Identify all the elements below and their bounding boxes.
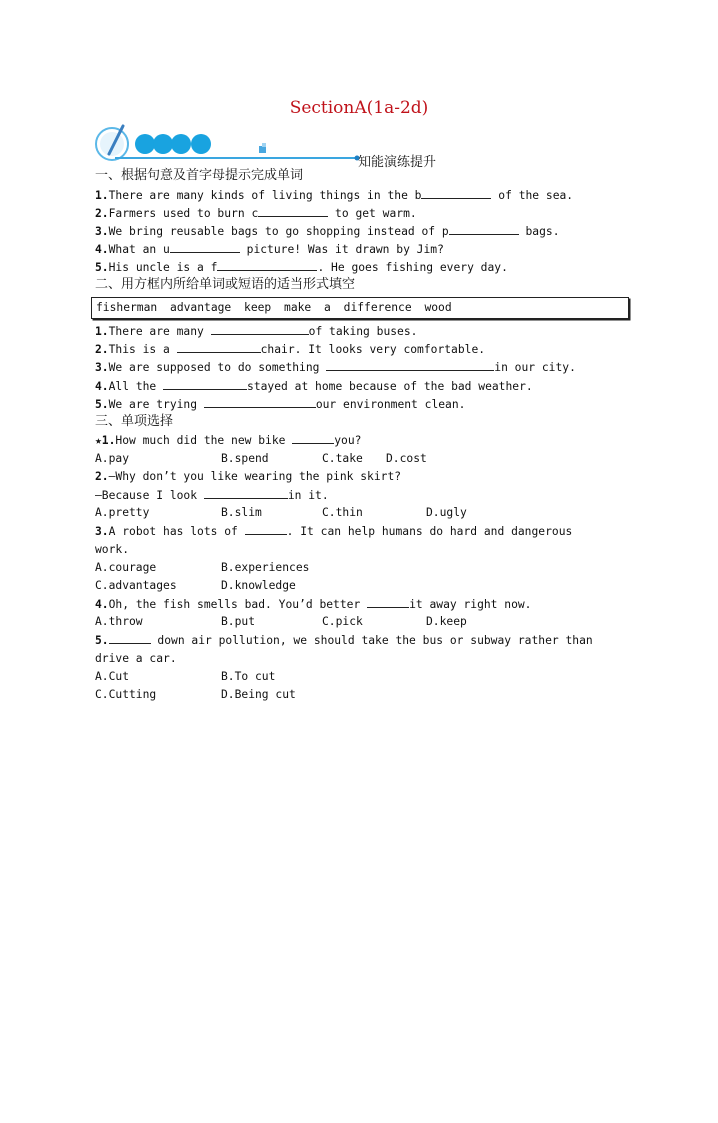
- item-number: 4.: [95, 379, 109, 393]
- item-number: 3.: [95, 525, 109, 539]
- q3-stem: 3.A robot has lots of . It can help humans do hard and dangerous: [95, 522, 625, 540]
- answer-blank[interactable]: [109, 631, 151, 644]
- section2-heading: 二、用方框内所给单词或短语的适当形式填空: [95, 277, 356, 293]
- worksheet-content: [95, 167, 625, 704]
- section1-heading: 一、根据句意及首字母提示完成单词: [95, 168, 304, 183]
- item-number: 1.: [95, 324, 109, 338]
- page-title: SectionA(1a-2d): [289, 98, 429, 118]
- option-c[interactable]: C.take: [322, 451, 363, 465]
- item-number: 5.: [95, 634, 109, 648]
- s2-item-4: 4.All the stayed at home because of the bad weather.: [95, 377, 625, 395]
- answer-blank[interactable]: [163, 377, 247, 390]
- answer-blank[interactable]: [421, 186, 491, 199]
- option-d[interactable]: D.keep: [426, 615, 467, 629]
- item-number: 2.: [95, 206, 109, 220]
- q4-stem: 4.Oh, the fish smells bad. You’d better it away right now.: [95, 595, 625, 613]
- q3-stem-line2: work.: [95, 542, 130, 556]
- s1-item-4: 4.What an u picture! Was it drawn by Jim?: [95, 240, 625, 258]
- option-a[interactable]: A.Cut: [95, 669, 130, 683]
- answer-blank[interactable]: [211, 322, 309, 335]
- s2-item-1: 1.There are many of taking buses.: [95, 322, 625, 340]
- option-b[interactable]: B.experiences: [221, 560, 310, 574]
- item-number: 4.: [95, 243, 109, 257]
- option-c[interactable]: C.pick: [322, 615, 363, 629]
- item-number: ★1.: [95, 434, 116, 448]
- option-b[interactable]: B.spend: [221, 451, 269, 465]
- answer-blank[interactable]: [258, 204, 328, 217]
- q3-options-row2: [95, 577, 625, 595]
- section3-heading: 三、单项选择: [95, 413, 174, 429]
- item-number: 5.: [95, 261, 109, 275]
- option-a[interactable]: A.throw: [95, 615, 143, 629]
- option-c[interactable]: C.advantages: [95, 578, 177, 592]
- q3-options-row1: [95, 559, 625, 577]
- q5-options-row2: [95, 686, 625, 704]
- q5-options-row1: [95, 668, 625, 686]
- q4-options: [95, 613, 625, 631]
- s1-item-2: 2.Farmers used to burn c to get warm.: [95, 204, 625, 222]
- s1-item-1: 1.There are many kinds of living things in the b of the sea.: [95, 186, 625, 204]
- option-c[interactable]: C.thin: [322, 506, 363, 520]
- option-b[interactable]: B.put: [221, 615, 256, 629]
- answer-blank[interactable]: [367, 595, 409, 608]
- answer-blank[interactable]: [292, 431, 334, 444]
- s2-item-3: 3.We are supposed to do something in our city.: [95, 358, 625, 376]
- option-d[interactable]: D.Being cut: [221, 688, 296, 701]
- option-b[interactable]: B.To cut: [221, 669, 276, 683]
- s1-item-3: 3.We bring reusable bags to go shopping instead of p bags.: [95, 222, 625, 240]
- option-d[interactable]: D.knowledge: [221, 578, 296, 592]
- s2-item-2: 2.This is a chair. It looks very comfortable.: [95, 340, 625, 358]
- answer-blank[interactable]: [204, 486, 288, 499]
- answer-blank[interactable]: [170, 240, 240, 253]
- option-a[interactable]: A.pay: [95, 451, 130, 465]
- item-number: 2.: [95, 469, 109, 483]
- option-a[interactable]: A.courage: [95, 560, 157, 574]
- q1-stem: ★1.How much did the new bike you?: [95, 431, 625, 449]
- option-b[interactable]: B.slim: [221, 506, 262, 520]
- q2-options: [95, 504, 625, 522]
- answer-blank[interactable]: [217, 258, 317, 271]
- q5-stem-line2: drive a car.: [95, 651, 177, 665]
- item-number: 5.: [95, 397, 109, 411]
- option-d[interactable]: D.ugly: [426, 506, 467, 520]
- item-number: 2.: [95, 343, 109, 357]
- option-d[interactable]: D.cost: [386, 451, 427, 465]
- answer-blank[interactable]: [204, 395, 316, 408]
- item-number: 4.: [95, 598, 109, 612]
- answer-blank[interactable]: [326, 358, 494, 371]
- word-box: fisherman advantage keep make a difference wood: [91, 297, 629, 319]
- answer-blank[interactable]: [245, 522, 287, 535]
- q2-stem: 2.—Why don’t you like wearing the pink skirt?: [95, 469, 402, 483]
- s1-item-5: 5.His uncle is a f . He goes fishing every day.: [95, 258, 625, 276]
- answer-blank[interactable]: [449, 222, 519, 235]
- banner-label: 知能演练提升: [358, 155, 437, 170]
- item-number: 1.: [95, 188, 109, 202]
- option-a[interactable]: A.pretty: [95, 506, 150, 520]
- item-number: 3.: [95, 361, 109, 375]
- option-c[interactable]: C.Cutting: [95, 688, 157, 701]
- q1-options: [95, 450, 625, 468]
- q5-stem: 5. down air pollution, we should take the bus or subway rather than: [95, 631, 625, 649]
- answer-blank[interactable]: [177, 340, 261, 353]
- item-number: 3.: [95, 224, 109, 238]
- s2-item-5: 5.We are trying our environment clean.: [95, 395, 625, 413]
- q2-stem-line2: —Because I look in it.: [95, 486, 625, 504]
